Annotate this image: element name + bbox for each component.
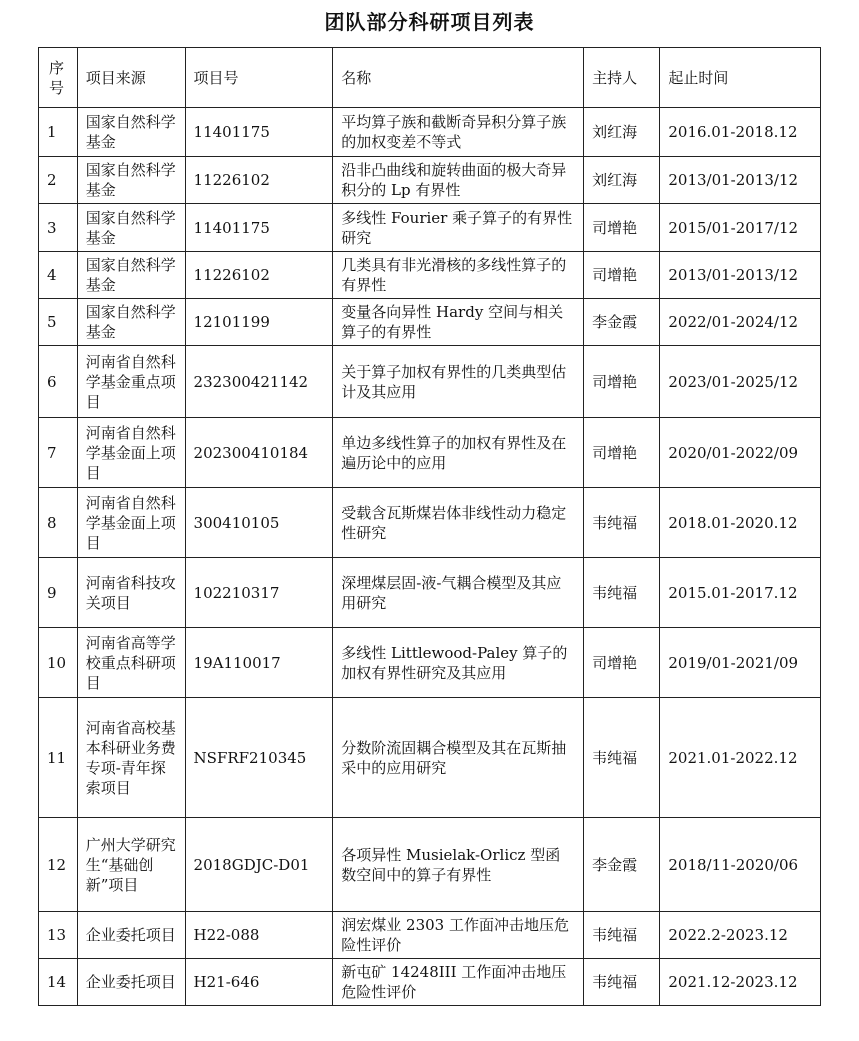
table-row [39,108,821,157]
cell-no: 4 [39,252,78,299]
cell-name: 沿非凸曲线和旋转曲面的极大奇异积分的 Lp 有界性 [333,157,584,204]
cell-host: 司增艳 [584,346,660,418]
table-row [39,818,821,912]
cell-period: 2020/01-2022/09 [660,418,821,488]
table-row [39,252,821,299]
cell-period: 2018/11-2020/06 [660,818,821,912]
cell-name: 单边多线性算子的加权有界性及在遍历论中的应用 [333,418,584,488]
cell-no: 11 [39,698,78,818]
cell-name: 润宏煤业 2303 工作面冲击地压危险性评价 [333,912,584,959]
cell-source: 国家自然科学基金 [77,157,185,204]
cell-number: 2018GDJC-D01 [185,818,333,912]
cell-source: 河南省自然科学基金重点项目 [77,346,185,418]
header-name: 名称 [333,48,584,108]
table-row [39,912,821,959]
cell-no: 12 [39,818,78,912]
cell-number: 12101199 [185,299,333,346]
cell-host: 司增艳 [584,418,660,488]
cell-name: 几类具有非光滑核的多线性算子的有界性 [333,252,584,299]
cell-name: 分数阶流固耦合模型及其在瓦斯抽采中的应用研究 [333,698,584,818]
header-row [39,48,821,108]
table-row [39,698,821,818]
cell-period: 2015.01-2017.12 [660,558,821,628]
cell-name: 新屯矿 14248III 工作面冲击地压危险性评价 [333,959,584,1006]
cell-source: 河南省高等学校重点科研项目 [77,628,185,698]
cell-period: 2018.01-2020.12 [660,488,821,558]
cell-number: 11401175 [185,204,333,252]
cell-no: 1 [39,108,78,157]
cell-host: 韦纯福 [584,912,660,959]
cell-number: H21-646 [185,959,333,1006]
cell-number: 102210317 [185,558,333,628]
cell-period: 2015/01-2017/12 [660,204,821,252]
cell-name: 多线性 Littlewood-Paley 算子的加权有界性研究及其应用 [333,628,584,698]
cell-number: 11226102 [185,157,333,204]
cell-period: 2021.12-2023.12 [660,959,821,1006]
cell-period: 2021.01-2022.12 [660,698,821,818]
cell-number: NSFRF210345 [185,698,333,818]
cell-no: 10 [39,628,78,698]
cell-period: 2022/01-2024/12 [660,299,821,346]
cell-name: 受载含瓦斯煤岩体非线性动力稳定性研究 [333,488,584,558]
cell-source: 河南省自然科学基金面上项目 [77,418,185,488]
cell-period: 2016.01-2018.12 [660,108,821,157]
header-period: 起止时间 [660,48,821,108]
cell-host: 李金霞 [584,299,660,346]
cell-source: 河南省自然科学基金面上项目 [77,488,185,558]
page-title: 团队部分科研项目列表 [324,10,535,34]
cell-period: 2013/01-2013/12 [660,157,821,204]
cell-name: 平均算子族和截断奇异积分算子族的加权变差不等式 [333,108,584,157]
cell-number: 11401175 [185,108,333,157]
cell-host: 司增艳 [584,252,660,299]
header-source: 项目来源 [77,48,185,108]
cell-no: 9 [39,558,78,628]
cell-number: 19A110017 [185,628,333,698]
cell-no: 6 [39,346,78,418]
cell-source: 河南省高校基本科研业务费专项-青年探索项目 [77,698,185,818]
table-row [39,204,821,252]
table-row [39,558,821,628]
cell-host: 司增艳 [584,204,660,252]
cell-number: 202300410184 [185,418,333,488]
cell-host: 韦纯福 [584,959,660,1006]
cell-name: 变量各向异性 Hardy 空间与相关算子的有界性 [333,299,584,346]
cell-source: 企业委托项目 [77,959,185,1006]
cell-source: 企业委托项目 [77,912,185,959]
cell-name: 各项异性 Musielak-Orlicz 型函数空间中的算子有界性 [333,818,584,912]
cell-source: 国家自然科学基金 [77,204,185,252]
cell-period: 2023/01-2025/12 [660,346,821,418]
cell-host: 刘红海 [584,157,660,204]
cell-number: H22-088 [185,912,333,959]
cell-host: 韦纯福 [584,558,660,628]
cell-no: 8 [39,488,78,558]
cell-host: 司增艳 [584,628,660,698]
table-row [39,157,821,204]
cell-host: 刘红海 [584,108,660,157]
projects-table [38,47,821,1006]
cell-no: 7 [39,418,78,488]
table-row [39,418,821,488]
cell-period: 2019/01-2021/09 [660,628,821,698]
cell-period: 2013/01-2013/12 [660,252,821,299]
cell-source: 广州大学研究生“基础创新”项目 [77,818,185,912]
cell-host: 韦纯福 [584,698,660,818]
cell-number: 300410105 [185,488,333,558]
cell-source: 河南省科技攻关项目 [77,558,185,628]
cell-number: 11226102 [185,252,333,299]
cell-no: 5 [39,299,78,346]
header-number: 项目号 [185,48,333,108]
cell-no: 14 [39,959,78,1006]
table-row [39,628,821,698]
cell-name: 关于算子加权有界性的几类典型估计及其应用 [333,346,584,418]
cell-period: 2022.2-2023.12 [660,912,821,959]
table-row [39,488,821,558]
cell-name: 深埋煤层固-液-气耦合模型及其应用研究 [333,558,584,628]
table-row [39,299,821,346]
cell-number: 232300421142 [185,346,333,418]
cell-source: 国家自然科学基金 [77,252,185,299]
table-row [39,959,821,1006]
cell-source: 国家自然科学基金 [77,108,185,157]
cell-no: 3 [39,204,78,252]
cell-name: 多线性 Fourier 乘子算子的有界性研究 [333,204,584,252]
cell-host: 韦纯福 [584,488,660,558]
cell-source: 国家自然科学基金 [77,299,185,346]
cell-no: 2 [39,157,78,204]
header-no: 序号 [39,48,78,108]
cell-no: 13 [39,912,78,959]
header-host: 主持人 [584,48,660,108]
table-row [39,346,821,418]
cell-host: 李金霞 [584,818,660,912]
